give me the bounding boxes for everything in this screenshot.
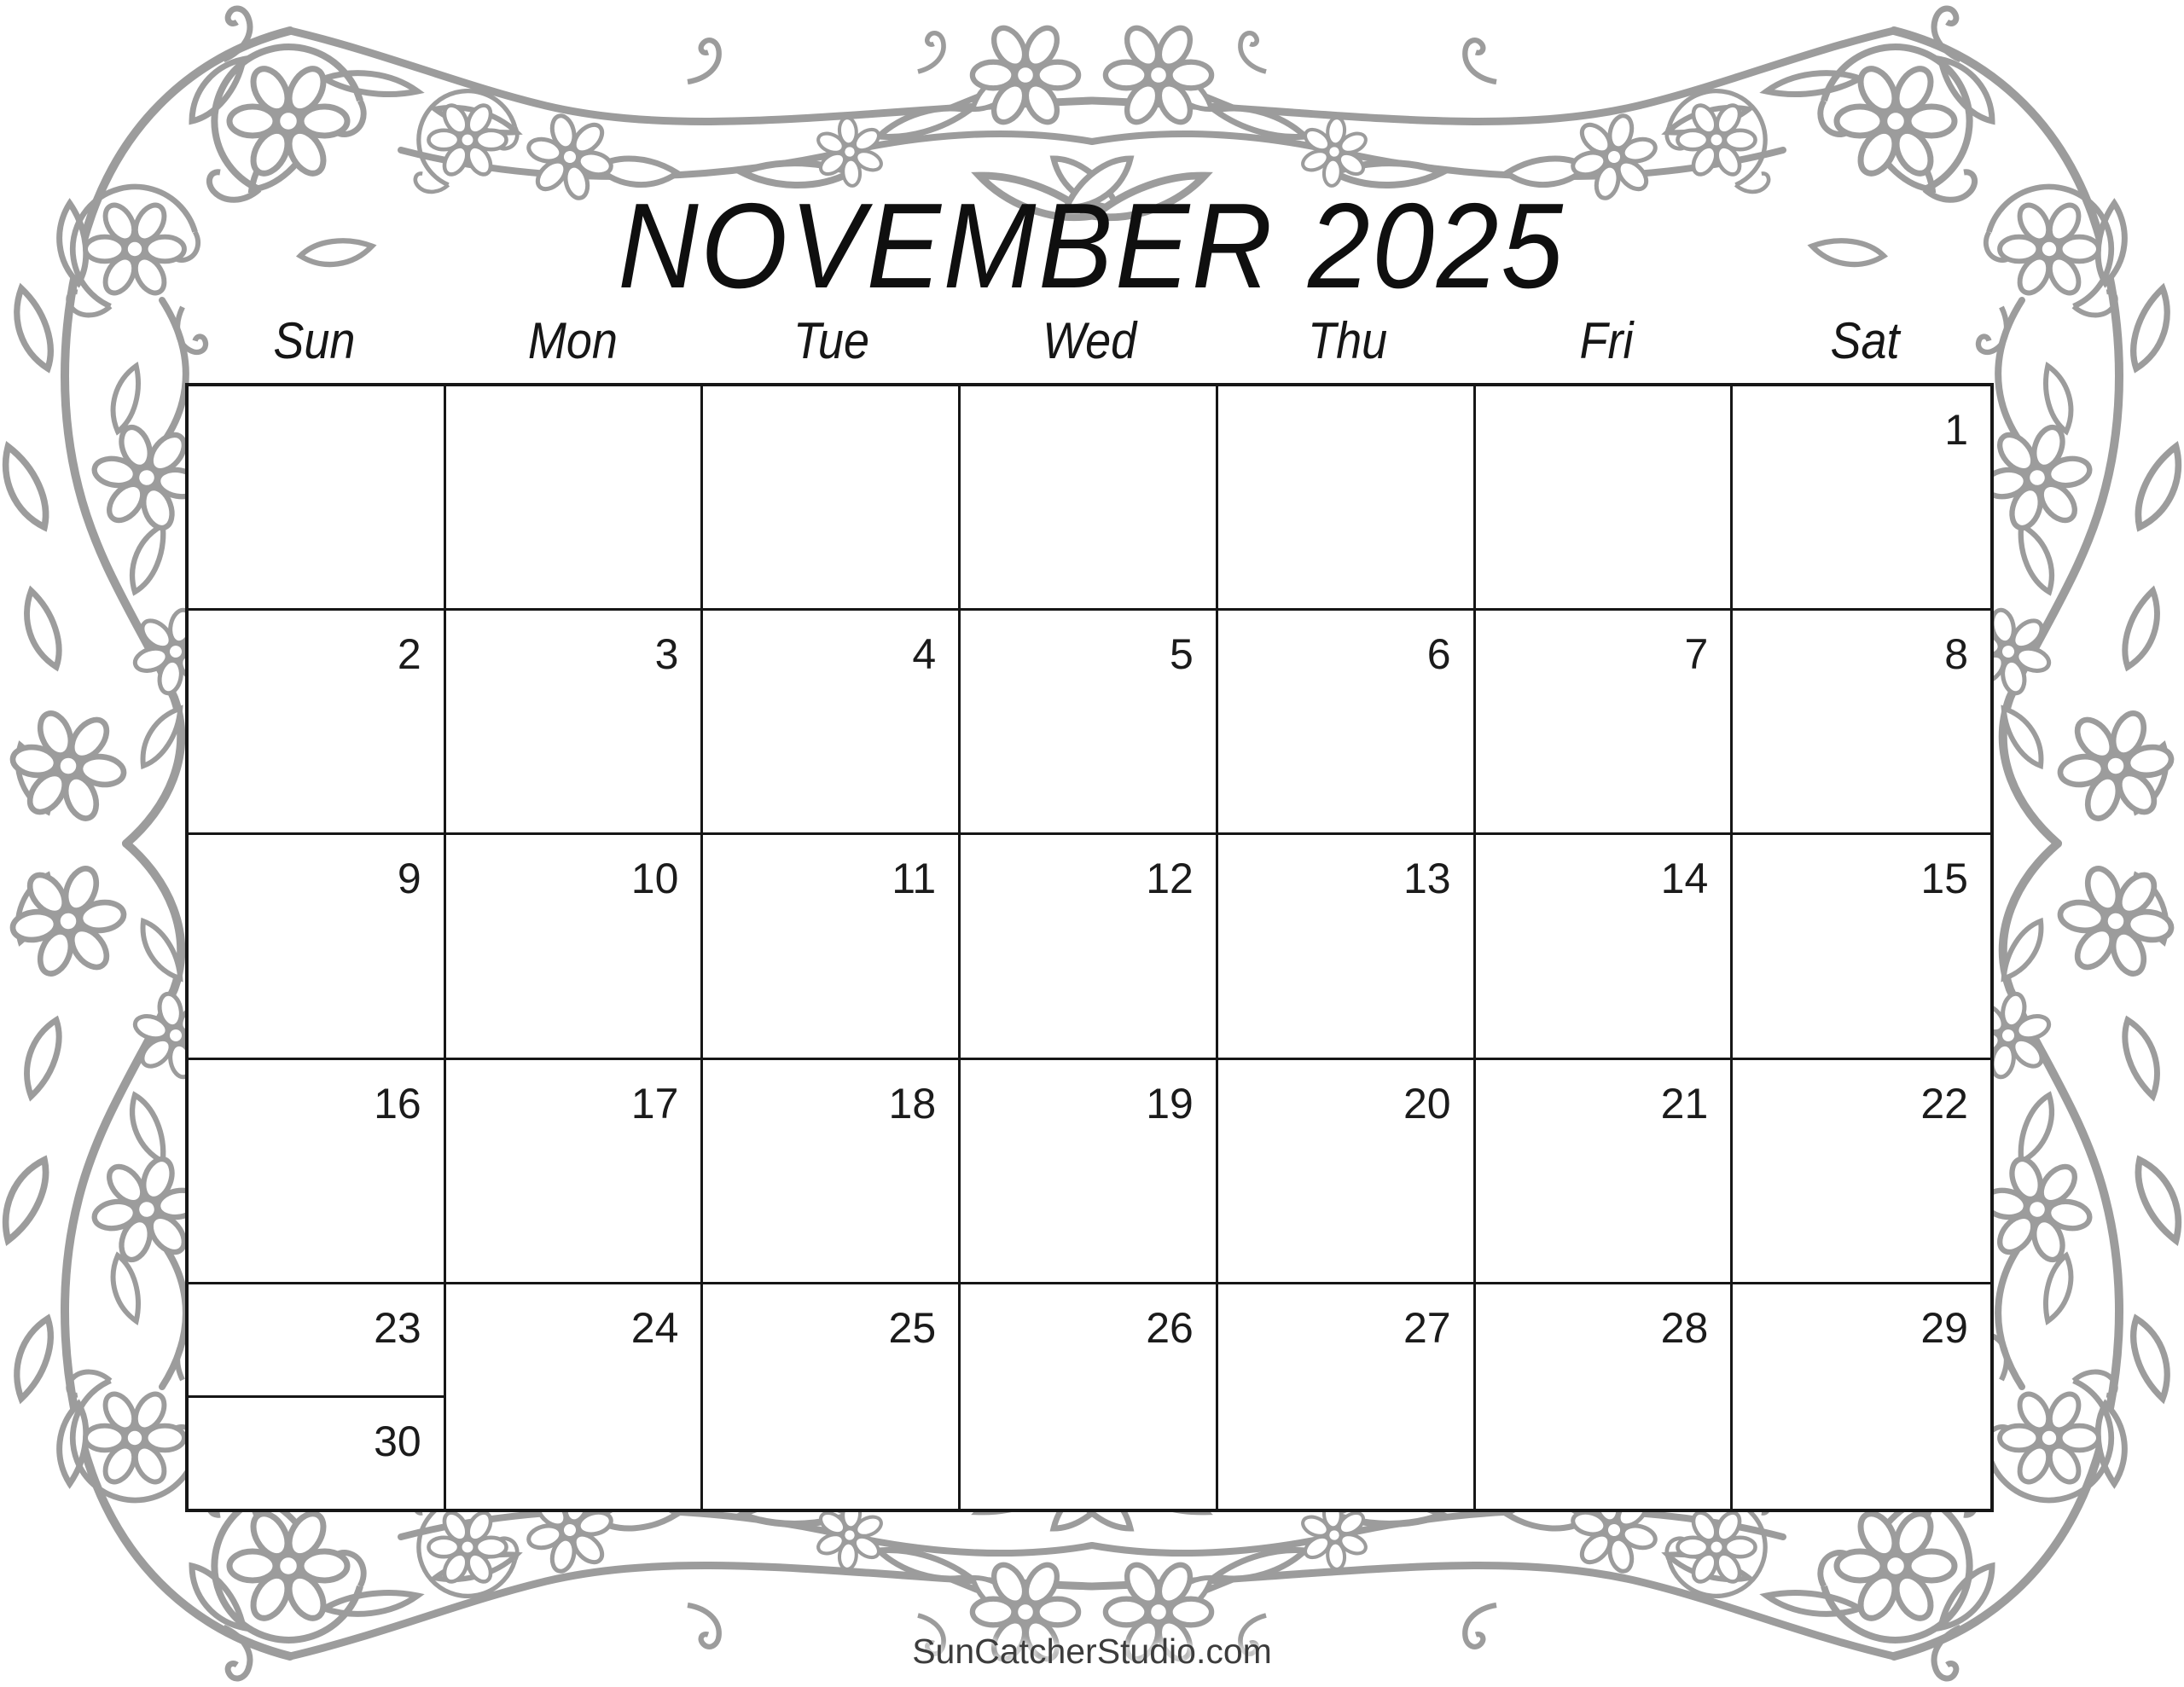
calendar-cell-day-3: 3 — [446, 611, 704, 835]
calendar-cell-day-1: 1 — [1733, 386, 1990, 611]
calendar-cell-day-19: 19 — [961, 1060, 1218, 1284]
weekday-header-fri: Fri — [1579, 312, 1634, 369]
weekday-header-sat: Sat — [1830, 312, 1900, 369]
calendar-cell-day-7: 7 — [1476, 611, 1734, 835]
weekday-header-sun: Sun — [273, 312, 356, 369]
calendar-cell-day-23: 23 — [189, 1284, 444, 1398]
page-title — [0, 178, 2184, 314]
calendar-cell-day-5: 5 — [961, 611, 1218, 835]
calendar-cell-day-27: 27 — [1218, 1284, 1476, 1509]
calendar-cell-day-28: 28 — [1476, 1284, 1734, 1509]
calendar-cell-day-12: 12 — [961, 835, 1218, 1059]
calendar-cell — [1218, 386, 1476, 611]
calendar-cell-day-20: 20 — [1218, 1060, 1476, 1284]
calendar-cell-day-16: 16 — [189, 1060, 446, 1284]
calendar-cell — [446, 386, 704, 611]
weekday-header-wed: Wed — [1042, 312, 1137, 369]
calendar-cell-day-29: 29 — [1920, 1303, 1968, 1352]
weekday-header-mon: Mon — [527, 312, 618, 369]
calendar-cell-split-23-30 — [189, 1284, 446, 1509]
calendar-cell-day-26: 26 — [961, 1284, 1218, 1509]
calendar-cell-day-4: 4 — [703, 611, 961, 835]
calendar-cell — [703, 386, 961, 611]
calendar-cell-day-24: 24 — [446, 1284, 704, 1509]
weekday-header-row — [185, 314, 1994, 368]
calendar-cell-day-8: 8 — [1733, 611, 1990, 835]
calendar-cell-day-21: 21 — [1476, 1060, 1734, 1284]
weekday-header-thu: Thu — [1308, 312, 1388, 369]
calendar-cell-day-30: 30 — [374, 1417, 421, 1465]
calendar-cell-day-2: 2 — [189, 611, 446, 835]
calendar-cell — [961, 386, 1218, 611]
calendar-grid — [185, 383, 1994, 1512]
calendar-cell-day-17: 17 — [446, 1060, 704, 1284]
calendar-cell — [189, 386, 446, 611]
calendar-cell-day-14: 14 — [1476, 835, 1734, 1059]
calendar-cell-day-10: 10 — [446, 835, 704, 1059]
calendar-cell-day-13: 13 — [1218, 835, 1476, 1059]
footer-watermark: SunCatcherStudio.com — [912, 1632, 1272, 1671]
calendar-cell-day-25: 25 — [703, 1284, 961, 1509]
month-year-title: NOVEMBER 2025 — [618, 178, 1566, 314]
calendar-cell-day-18: 18 — [703, 1060, 961, 1284]
calendar-cell-day-11: 11 — [703, 835, 961, 1059]
calendar-cell-day-6: 6 — [1218, 611, 1476, 835]
weekday-header-tue: Tue — [793, 312, 869, 369]
calendar-cell-day-22: 22 — [1733, 1060, 1990, 1284]
calendar-cell-day-15: 15 — [1733, 835, 1990, 1059]
calendar-cell — [1476, 386, 1734, 611]
calendar-cell-day-9: 9 — [189, 835, 446, 1059]
